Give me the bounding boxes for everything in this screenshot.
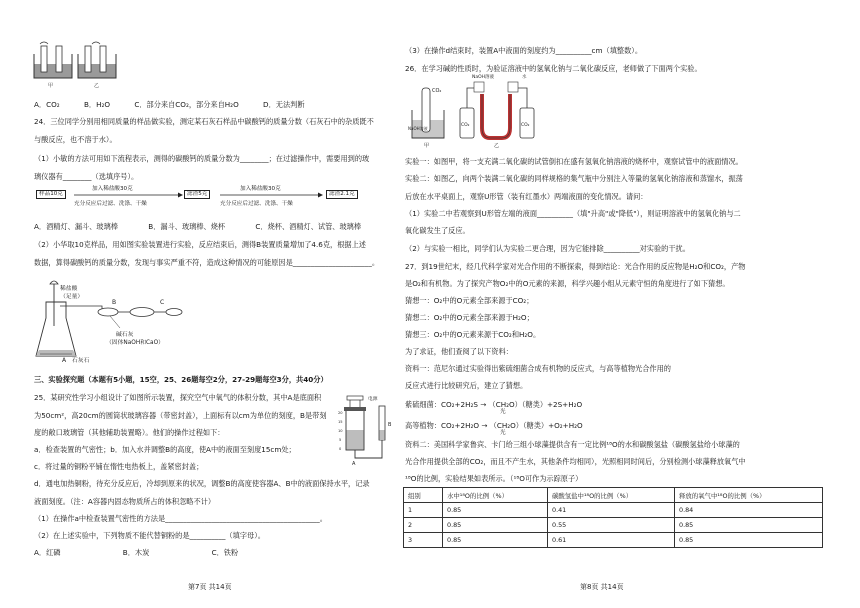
q25-option-a: A．红磷 <box>34 548 61 557</box>
q25-line-3: 度的敞口玻璃管（其他辅助装置略）。他们的操作过程如下： <box>34 428 225 437</box>
apparatus-acid-label: 稀盐酸 <box>60 286 78 292</box>
flow-arrow1 <box>74 192 184 198</box>
right-page <box>405 0 860 608</box>
q25-line-2: 为50cm²，高20cm的圆筒状玻璃容器（带密封盖），上面标有以cm为单位的刻度，B是带刻 <box>34 411 327 420</box>
fig25-label-power: 电源 <box>368 397 378 402</box>
q24-intro-1: 24．三位同学分别用相同质量的样品做实验，测定某石灰石样品中碳酸钙的质量分数（石灰石中的杂质既不 <box>34 117 374 126</box>
table-row <box>404 533 823 548</box>
fig25-tick-15: 15 <box>338 420 343 424</box>
table-header-row <box>404 488 823 503</box>
q25-step-d2: 液面刻度。（注：A容器内固态物质所占的体积忽略不计） <box>34 497 216 506</box>
flow-box-residue1: 滤渣5克 <box>184 190 210 199</box>
q26-apparatus-figure <box>408 75 540 149</box>
q26-question-2: （2）与实验一相比，同学们认为实验二更合理，因为它能排除__________对实验的干扰。 <box>405 244 690 253</box>
table-row <box>404 503 823 518</box>
table-cell: 0.61 <box>548 533 675 548</box>
table-header-cell: 水中¹⁸O的比例（%） <box>443 488 548 503</box>
flow-arrow2 <box>220 192 324 198</box>
q24-apparatus-figure <box>32 280 202 365</box>
section-3-heading: 三、实验探究题（本题有5小题，15空，25、26题每空2分，27-29题每空3分，共40分） <box>34 375 328 384</box>
table-cell: 0.55 <box>548 518 675 533</box>
table-cell: 1 <box>404 503 443 518</box>
q23-option-d: D．无法判断 <box>263 100 305 109</box>
table-cell: 0.85 <box>675 533 823 548</box>
right-page-footer: 第8页 共14页 <box>580 583 624 591</box>
apparatus-label-b: B <box>112 299 117 306</box>
fig26-label-co2-right: CO₂ <box>521 123 530 128</box>
table-header-cell: 释放的氧气中¹⁸O的比例（%） <box>675 488 823 503</box>
table-header-cell: 碳酸氢盐中¹⁸O的比例（%） <box>548 488 675 503</box>
table-cell: 2 <box>404 518 443 533</box>
q25-step-c: c．将过量的铜粉平铺在惰性电热板上，盖紧密封盖； <box>34 462 204 471</box>
fig25-tick-20: 20 <box>338 411 343 415</box>
q24-part1-1: （1）小敏的方法可用如下流程表示，测得的碳酸钙的质量分数为________；在过滤操作中，需要用到的玻 <box>34 154 370 163</box>
fig25-label-b: B <box>388 422 392 428</box>
q24-part2-1: （2）小华取10克样品，用如图实验装置进行实验，反应结束后，测得B装置质量增加了4.6克，根据上述 <box>34 240 366 249</box>
q24-option-a: A．酒精灯、漏斗、玻璃棒 <box>34 222 118 231</box>
q25-options <box>34 548 238 557</box>
flow-arrow2-bottom: 充分反应后过滤、洗涤、干燥 <box>220 201 293 207</box>
q26-experiment-2-2: 后放在水平桌面上，观察U形管（装有红墨水）两端液面的变化情况。请问： <box>405 192 648 201</box>
apparatus-limestone-label: 石灰石 <box>72 358 90 364</box>
fig26-label-co2-tube: CO₂ <box>432 88 442 94</box>
q25-option-c: C．铁粉 <box>211 548 239 557</box>
q26-experiment-2-1: 实验二：如图乙，向两个装满二氧化碳的同样规格的集气瓶中分别注入等量的氢氧化钠溶液和蒸馏水，振荡 <box>405 174 743 183</box>
table-cell: 0.85 <box>443 503 548 518</box>
isotope-results-table <box>403 487 823 548</box>
flow-box-residue2: 滤渣2.1克 <box>326 190 358 199</box>
q23-options <box>34 100 305 109</box>
top-beakers-figure <box>32 40 122 89</box>
q27-reference-2-2: 光合作用提供全部的CO₂，而且不产生水，其他条件均相同），光照相同时间后，分别检测小球藻释放氧气中 <box>405 457 746 466</box>
table-cell: 3 <box>404 533 443 548</box>
q24-intro-2: 与酸反应，也不溶于水）。 <box>34 135 117 144</box>
q25-line-1: 25．某研究性学习小组设计了如图所示装置，探究空气中氧气的体积分数，其中A是底面积 <box>34 393 322 402</box>
figure-label-yi: 乙 <box>94 83 100 89</box>
q25-option-b: B．木炭 <box>122 548 150 557</box>
left-page-footer: 第7页 共14页 <box>188 583 232 591</box>
q24-part2-2: 数据，算得碳酸钙的质量分数，发现与事实严重不符，造成这种情况的可能原因是______________________。 <box>34 258 380 267</box>
table-header-cell: 组别 <box>404 488 443 503</box>
q27-reference-2-1: 资料二：美国科学家鲁宾、卡门给三组小球藻提供含有一定比例¹⁸O的水和碳酸氢盐（碳酸氢盐给小球藻的 <box>405 440 740 449</box>
q26-question-1b: 氧化碳发生了反应。 <box>405 226 470 235</box>
q23-option-b: B．H₂O <box>83 100 111 109</box>
q24-part1-2: 璃仪器有________（选填序号）。 <box>34 172 139 181</box>
q23-option-c: C．部分来自CO₂，部分来自H₂O <box>134 100 239 109</box>
fig26-label-co2-left: CO₂ <box>461 123 470 128</box>
table-cell: 0.41 <box>548 503 675 518</box>
apparatus-lime-label: 碱石灰 <box>116 332 134 338</box>
q27-reference-2-3: ¹⁸O的比例，实验结果如表所示。（¹⁸O可作为示踪原子） <box>405 474 583 483</box>
fig25-tick-10: 10 <box>338 429 343 433</box>
q27-reference-1-2: 反应式进行比较研究后，建立了猜想。 <box>405 381 528 390</box>
q24-option-c: C．烧杯、酒精灯、试管、玻璃棒 <box>255 222 362 231</box>
q25-question-3: （3）在操作d结束时，装置A中液面的刻度约为__________cm（填整数）。 <box>405 46 643 55</box>
fig26-label-naoh-syringe: NaOH溶液 <box>472 75 495 80</box>
fig25-label-a: A <box>352 461 356 467</box>
flow-arrow1-top: 加入稀盐酸30克 <box>92 186 133 192</box>
fig26-label-water: 水 <box>522 75 527 80</box>
q27-line-2: 是O₂和有机物。为了探究产物O₂中的O元素的来源，科学兴趣小组从元素守恒的角度进行了如下猜想。 <box>405 279 730 288</box>
fig26-label-jia: 甲 <box>424 143 430 149</box>
apparatus-label-c: C <box>160 299 165 306</box>
fig25-tick-5: 5 <box>339 438 342 442</box>
q24-part1-options <box>34 222 361 231</box>
figure-label-jia: 甲 <box>48 83 54 89</box>
fig26-label-yi: 乙 <box>494 143 500 149</box>
q25-step-d1: d．通电加热铜粉，待充分反应后，冷却到原来的状况，调整B的高度使容器A、B中的液面保持水平，记录 <box>34 479 370 488</box>
apparatus-label-a: A <box>62 357 67 364</box>
q23-option-a: A．CO₂ <box>34 100 60 109</box>
fig26-label-naoh-beaker: NaOH溶液 <box>408 126 428 131</box>
apparatus-acid-label2: （足量） <box>60 294 84 300</box>
q26-experiment-1: 实验一：如图甲，将一支充满二氧化碳的试管倒扣在盛有氢氧化钠溶液的烧杯中，观察试管中的液面情况。 <box>405 157 743 166</box>
equation-2-light-label: 光 <box>500 430 506 436</box>
equation-purple-bacteria: 紫硫细菌：CO₂+2H₂S → （CH₂O）（糖类）+2S+H₂O <box>405 400 583 409</box>
fig25-tick-0: 0 <box>339 447 342 451</box>
table-cell: 0.85 <box>675 518 823 533</box>
q27-guess-1: 猜想一：O₂中的O元素全部来源于CO₂； <box>405 296 534 305</box>
q27-verify: 为了求证，他们查阅了以下资料： <box>405 347 513 356</box>
flow-box-sample: 样品10克 <box>36 190 66 199</box>
q27-line-1: 27．到19世纪末，经几代科学家对光合作用的不断探索，得到结论：光合作用的反应物是H₂O和CO₂，产物 <box>405 262 746 271</box>
equation-higher-plants: 高等植物：CO₂+2H₂O → （CH₂O）（糖类）+O₂+H₂O <box>405 421 583 430</box>
q24-option-b: B．漏斗、玻璃棒、烧杯 <box>148 222 226 231</box>
flow-arrow1-bottom: 充分反应后过滤、洗涤、干燥 <box>74 201 147 207</box>
q27-reference-1-1: 资料一：范尼尔通过实验得出紫硫细菌合成有机物的反应式，与高等植物光合作用的 <box>405 364 671 373</box>
q27-guess-3: 猜想三：O₂中的O元素来源于CO₂和H₂O。 <box>405 330 541 339</box>
q26-intro: 26．在学习碱的性质时，为验证溶液中的氢氧化钠与二氧化碳反应，老师做了下面两个实验。 <box>405 64 702 73</box>
q25-step-a: a．检查装置的气密性；b．加入水并调整B的高度，使A中的液面至刻度15cm处； <box>34 445 296 454</box>
table-row <box>404 518 823 533</box>
q25-question-2: （2）在上述实验中，下列物质不能代替铜粉的是__________（填字母）。 <box>34 531 265 540</box>
q26-question-1a: （1）实验二中若观察到U形管左端的液面__________（填"升高"或"降低"），则证明溶液中的氢氧化钠与二 <box>405 209 741 218</box>
equation-1-light-label: 光 <box>500 409 506 415</box>
apparatus-lime-label2: （固体NaOH和CaO） <box>106 340 164 346</box>
table-cell: 0.85 <box>443 533 548 548</box>
q27-guess-2: 猜想二：O₂中的O元素全部来源于H₂O； <box>405 313 534 322</box>
table-cell: 0.84 <box>675 503 823 518</box>
flow-arrow2-top: 加入稀盐酸30克 <box>240 186 281 192</box>
q25-question-1: （1）在操作a中检查装置气密性的方法是___________________________________________。 <box>34 514 327 523</box>
q25-apparatus-figure <box>338 396 398 466</box>
table-cell: 0.85 <box>443 518 548 533</box>
